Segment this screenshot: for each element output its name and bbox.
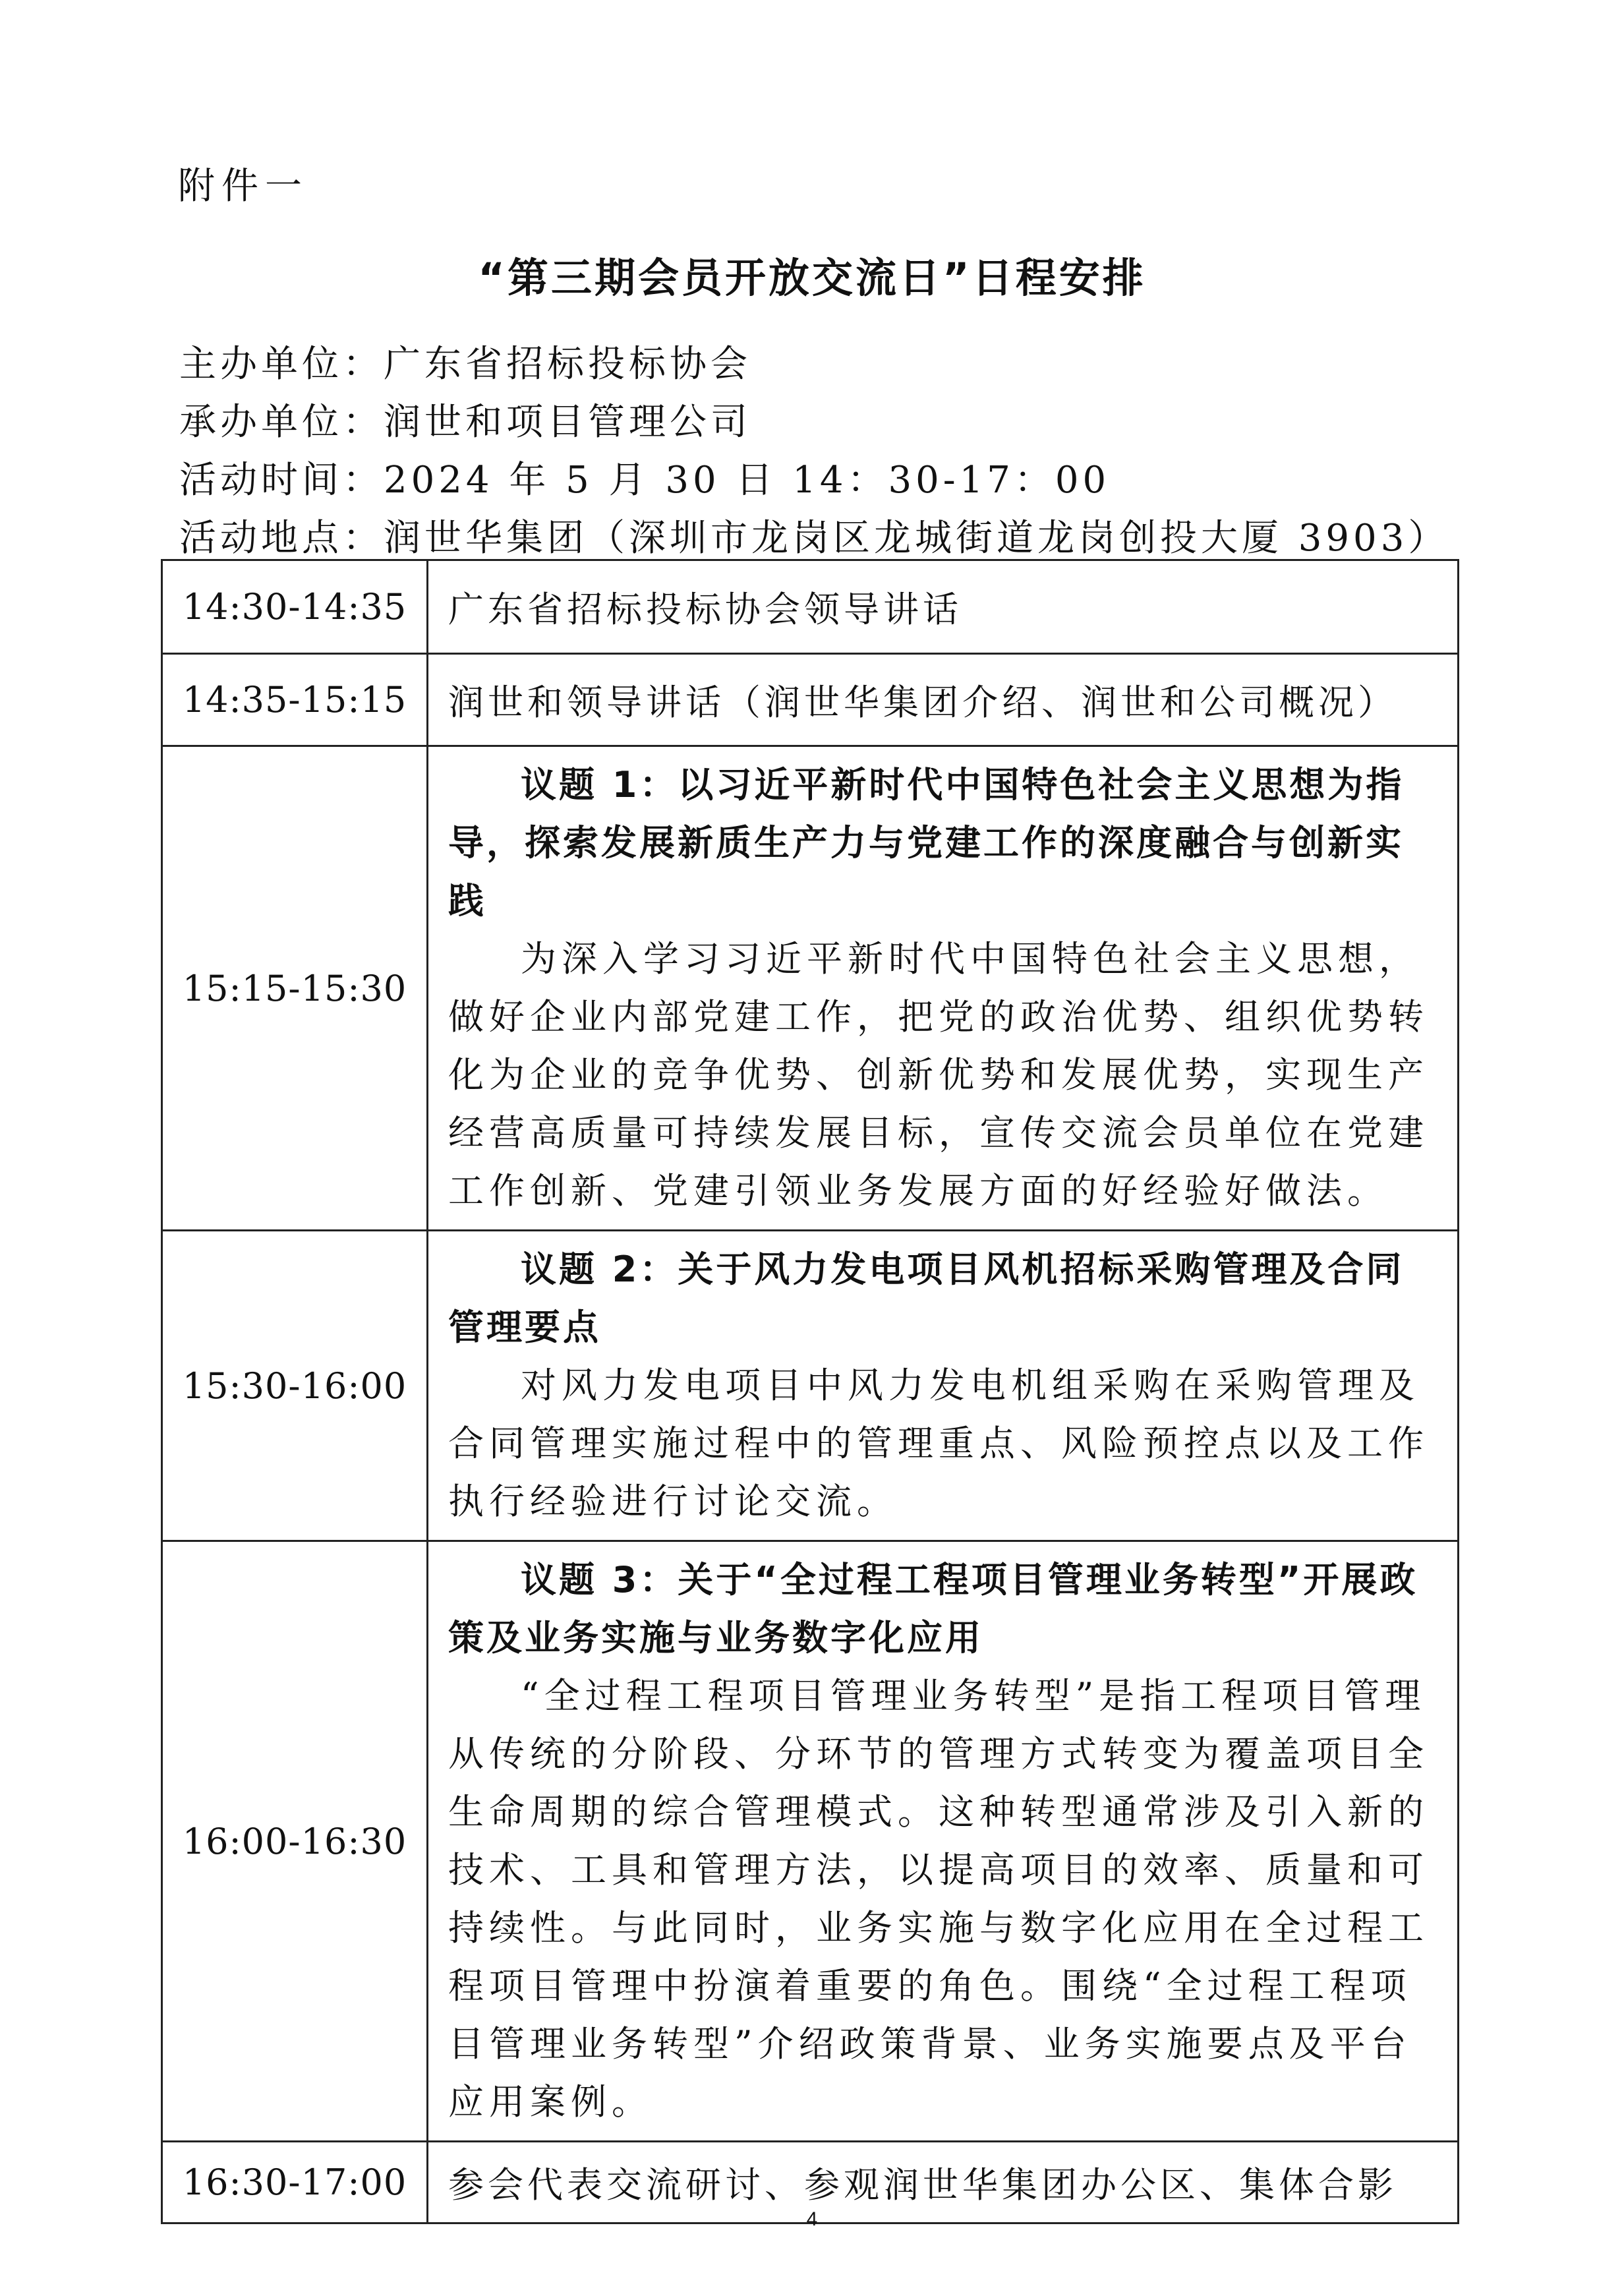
topic-body: 对风力发电项目中风力发电机组采购在采购管理及合同管理实施过程中的管理重点、风险预控点以及工作执行经验进行讨论交流。 [448,1365,1429,1522]
time-cell: 16:00-16:30 [162,1541,428,2142]
topic-heading: 议题 2：关于风力发电项目风机招标采购管理及合同管理要点 [448,1249,1405,1348]
info-label: 主办单位： [179,343,384,386]
info-label: 承办单位： [179,401,384,444]
info-time [179,451,1110,504]
table-row [162,654,1459,746]
table-row [162,560,1459,654]
topic-body: “全过程工程项目管理业务转型”是指工程项目管理从传统的分阶段、分环节的管理方式转变为覆盖项目全生命周期的综合管理模式。这种转型通常涉及引入新的技术、工具和管理方法，以提高项目的效率、质量和可持续性。与此同时，业务实施与数字化应用在全过程工程项目管理中扮演着重要的角色。围绕“全过程工程项目管理业务转型”介绍政策背景、业务实施要点及平台应用案例。 [448,1675,1429,2123]
info-value: 润世和项目管理公司 [384,401,751,444]
info-value: 润世华集团（深圳市龙岗区龙城街道龙岗创投大厦 3903） [384,517,1449,560]
document-title: “第三期会员开放交流日”日程安排 [478,254,1146,302]
description-cell: 广东省招标投标协会领导讲话 [428,560,1459,654]
description-cell: 润世和领导讲话（润世华集团介绍、润世和公司概况） [428,654,1459,746]
info-location [179,509,1449,562]
info-host [179,393,751,446]
topic-body: 为深入学习习近平新时代中国特色社会主义思想，做好企业内部党建工作，把党的政治优势、组织优势转化为企业的竞争优势、创新优势和发展优势，实现生产经营高质量可持续发展目标，宣传交流会员单位在党建工作创新、党建引领业务发展方面的好经验好做法。 [448,938,1429,1212]
attachment-label: 附件一 [178,165,308,208]
description-cell [428,1541,1459,2142]
time-cell: 16:30-17:00 [162,2142,428,2223]
table-row [162,1541,1459,2142]
table-row [162,746,1459,1231]
info-label: 活动时间： [179,459,384,502]
topic-heading: 议题 1：以习近平新时代中国特色社会主义思想为指导，探索发展新质生产力与党建工作的深度融合与创新实践 [448,764,1405,922]
topic-heading: 议题 3：关于“全过程工程项目管理业务转型”开展政策及业务实施与业务数字化应用 [448,1559,1418,1659]
schedule-table [161,559,1459,2224]
info-value: 2024 年 5 月 30 日 14：30-17：00 [384,459,1111,502]
table-row [162,1231,1459,1541]
info-label: 活动地点： [179,517,384,560]
info-organizer [179,335,751,388]
description-cell [428,746,1459,1231]
time-cell: 15:15-15:30 [162,746,428,1231]
time-cell: 14:35-15:15 [162,654,428,746]
description-cell: 参会代表交流研讨、参观润世华集团办公区、集体合影 [428,2142,1459,2223]
info-value: 广东省招标投标协会 [384,343,751,386]
description-cell [428,1231,1459,1541]
time-cell: 15:30-16:00 [162,1231,428,1541]
page-number: 4 [806,2208,818,2230]
time-cell: 14:30-14:35 [162,560,428,654]
